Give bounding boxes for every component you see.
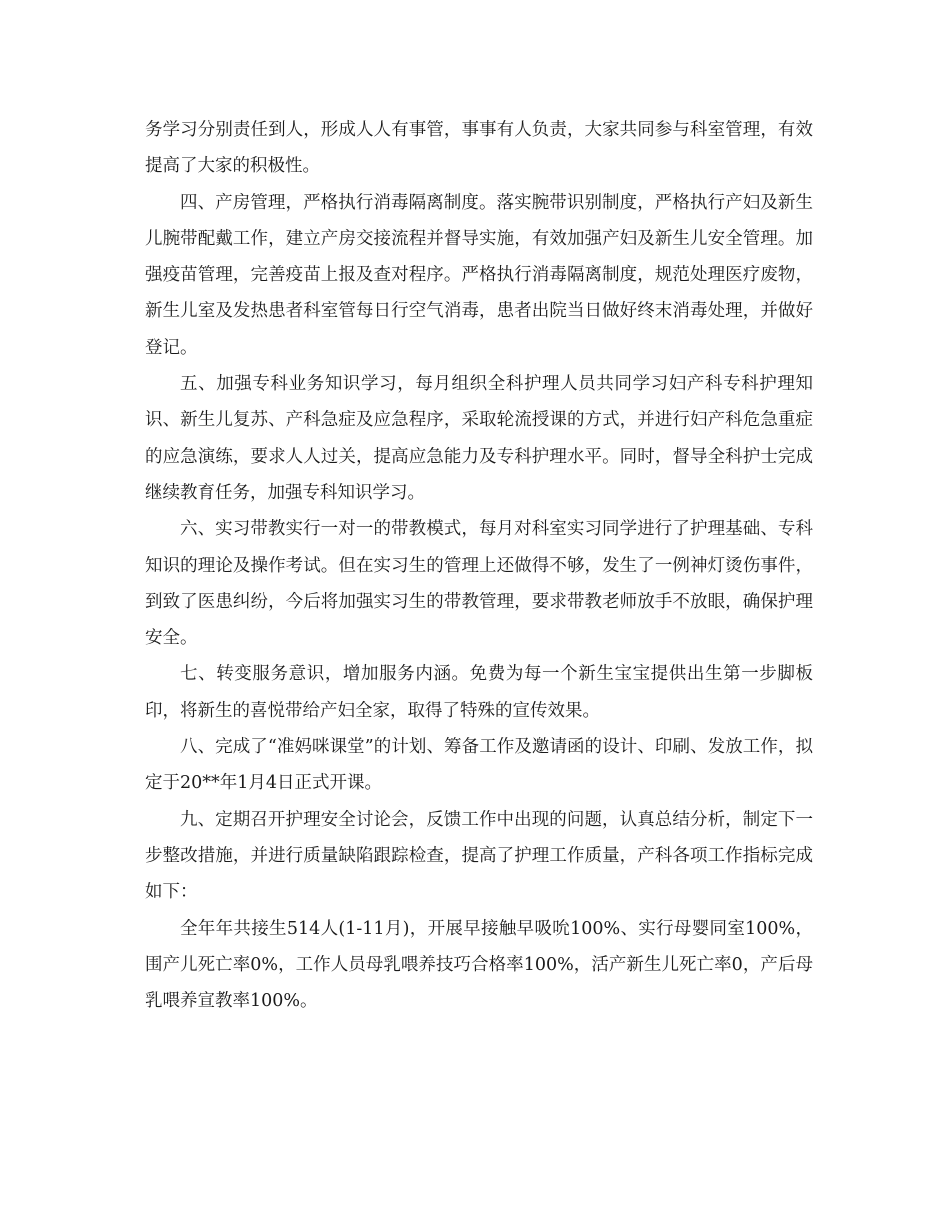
paragraph-service-awareness: 七、转变服务意识，增加服务内涵。免费为每一个新生宝宝提供出生第一步脚板印，将新生的喜悦带给产妇全家，取得了特殊的宣传效果。 xyxy=(145,664,813,721)
paragraph-work-indicators: 全年年共接生514人(1-11月)，开展早接触早吸吮100%、实行母婴同室100%，围产儿死亡率0%，工作人员母乳喂养技巧合格率100%，活产新生儿死亡率0，产后母乳喂养宣教率100%。 xyxy=(145,918,813,1012)
paragraph-safety-meetings: 九、定期召开护理安全讨论会，反馈工作中出现的问题，认真总结分析，制定下一步整改措施，并进行质量缺陷跟踪检查，提高了护理工作质量，产科各项工作指标完成如下： xyxy=(145,809,813,903)
document-body xyxy=(145,112,813,1019)
paragraph-delivery-room-management: 四、产房管理，严格执行消毒隔离制度。落实腕带识别制度，严格执行产妇及新生儿腕带配戴工作，建立产房交接流程并督导实施，有效加强产妇及新生儿安全管理。加强疫苗管理，完善疫苗上报及查对程序。严格执行消毒隔离制度，规范处理医疗废物，新生儿室及发热患者科室管每日行空气消毒，患者出院当日做好终末消毒处理，并做好登记。 xyxy=(145,192,813,358)
paragraph-continuation: 务学习分别责任到人，形成人人有事管，事事有人负责，大家共同参与科室管理，有效提高了大家的积极性。 xyxy=(145,120,813,177)
paragraph-intern-teaching: 六、实习带教实行一对一的带教模式，每月对科室实习同学进行了护理基础、专科知识的理论及操作考试。但在实习生的管理上还做得不够，发生了一例神灯烫伤事件，到致了医患纠纷，今后将加强实习生的带教管理，要求带教老师放手不放眼，确保护理安全。 xyxy=(145,519,813,649)
paragraph-mom-class: 八、完成了“准妈咪课堂”的计划、筹备工作及邀请函的设计、印刷、发放工作，拟定于20**年1月4日正式开课。 xyxy=(145,737,813,794)
paragraph-specialty-training: 五、加强专科业务知识学习，每月组织全科护理人员共同学习妇产科专科护理知识、新生儿复苏、产科急症及应急程序，采取轮流授课的方式，并进行妇产科危急重症的应急演练，要求人人过关，提高应急能力及专科护理水平。同时，督导全科护士完成继续教育任务，加强专科知识学习。 xyxy=(145,374,813,503)
